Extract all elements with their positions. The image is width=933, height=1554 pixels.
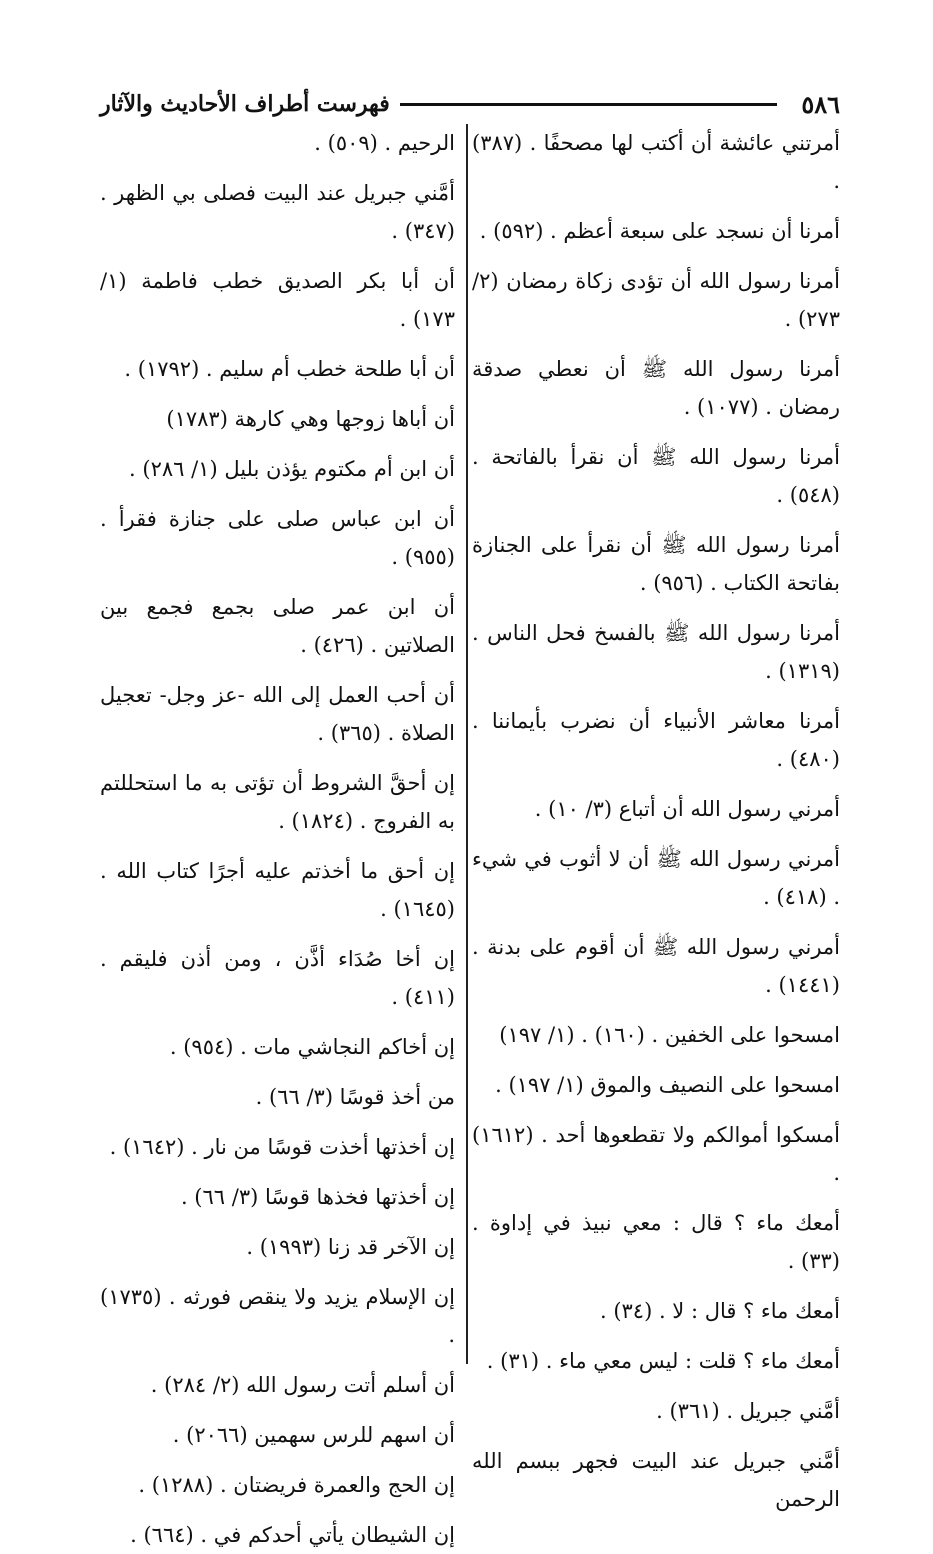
index-entry: أمعك ماء ؟ قال : لا . (٣٤) . xyxy=(599,1299,840,1323)
index-entry: من أخذ قوسًا (٣/ ٦٦) . xyxy=(255,1085,455,1109)
index-entry: أمَّني جبريل عند البيت فجهر ببسم الله الرحمن xyxy=(472,1449,840,1511)
index-entry: إن الشيطان يأتي أحدكم في . (٦٦٤) . xyxy=(130,1523,455,1547)
index-entry: أن أباها زوجها وهي كارهة (١٧٨٣) xyxy=(166,407,455,431)
left-column xyxy=(100,124,455,1547)
index-entry: أمسكوا أموالكم ولا تقطعوها أحد . (١٦١٢) . xyxy=(472,1123,840,1185)
index-entry: أمرني رسول الله ﷺ أن لا أثوب في شيء . (٤١٨) . xyxy=(472,847,840,909)
index-entry: أمعك ماء ؟ قال : معي نبيذ في إداوة . (٣٣) . xyxy=(472,1211,840,1273)
index-entry: أمرنا رسول الله أن تؤدى زكاة رمضان (٢/ ٢٧٣) . xyxy=(472,269,840,331)
index-entry: أمرنا أن نسجد على سبعة أعظم . (٥٩٢) . xyxy=(479,219,840,243)
header-title: فهرست أطراف الأحاديث والآثار xyxy=(100,91,390,117)
index-entry: إن أحق ما أخذتم عليه أجرًا كتاب الله . (١٦٤٥) . xyxy=(100,859,455,921)
right-column xyxy=(472,124,840,1511)
index-entry: إن أخاكم النجاشي مات . (٩٥٤) . xyxy=(169,1035,455,1059)
index-entry: إن الآخر قد زنا (١٩٩٣) . xyxy=(246,1235,455,1259)
index-entry: أن أبا بكر الصديق خطب فاطمة (١/ ١٧٣) . xyxy=(100,269,455,331)
running-header xyxy=(100,84,840,124)
index-entry: أن ابن عمر صلى بجمع فجمع بين الصلاتين . (٤٢٦) . xyxy=(100,595,455,657)
index-entry: أن اسهم للرس سهمين (٢٠٦٦) . xyxy=(172,1423,455,1447)
index-entry: إن أخذتها فخذها قوسًا (٣/ ٦٦) . xyxy=(180,1185,455,1209)
index-entry: أمرني رسول الله أن أتباع (٣/ ١٠) . xyxy=(534,797,840,821)
index-entry: أمرنا رسول الله ﷺ أن نعطي صدقة رمضان . (١٠٧٧) . xyxy=(472,357,840,419)
index-entry: امسحوا على الخفين . (١٦٠) . (١/ ١٩٧) xyxy=(499,1023,840,1047)
index-entry: أمَّني جبريل عند البيت فصلى بي الظهر . (٣٤٧) . xyxy=(100,181,455,243)
index-entry: أن ابن عباس صلى على جنازة فقرأ . (٩٥٥) . xyxy=(100,507,455,569)
index-entry: أمَّني جبريل . (٣٦١) . xyxy=(656,1399,840,1423)
index-entry: أمرنا معاشر الأنبياء أن نضرب بأيماننا . (٤٨٠) . xyxy=(472,709,840,771)
header-rule xyxy=(400,103,778,106)
index-entry: أن أحب العمل إلى الله -عز وجل- تعجيل الصلاة . (٣٦٥) . xyxy=(100,683,455,745)
index-entry: أمرتني عائشة أن أكتب لها مصحفًا . (٣٨٧) . xyxy=(472,131,840,193)
index-entry: إن أخا صُدَاء أذَّن ، ومن أذن فليقم . (٤١١) . xyxy=(100,947,455,1009)
index-entry: إن أحقَّ الشروط أن تؤتى به ما استحللتم به الفروج . (١٨٢٤) . xyxy=(100,771,455,833)
index-entry: أن أسلم أتت رسول الله (٢/ ٢٨٤) . xyxy=(150,1373,455,1397)
index-entry: أمرني رسول الله ﷺ أن أقوم على بدنة . (١٤٤١) . xyxy=(472,935,840,997)
index-entry: أمرنا رسول الله ﷺ أن نقرأ على الجنازة بفاتحة الكتاب . (٩٥٦) . xyxy=(472,533,840,595)
index-entry: إن أخذتها أخذت قوسًا من نار . (١٦٤٢) . xyxy=(109,1135,455,1159)
index-entry: الرحيم . (٥٠٩) . xyxy=(314,131,455,155)
index-entry: أمرنا رسول الله ﷺ أن نقرأ بالفاتحة . (٥٤٨) . xyxy=(472,445,840,507)
index-entry: أن ابن أم مكتوم يؤذن بليل (١/ ٢٨٦) . xyxy=(129,457,455,481)
index-entry: أن أبا طلحة خطب أم سليم . (١٧٩٢) . xyxy=(124,357,455,381)
index-entry: امسحوا على النصيف والموق (١/ ١٩٧) . xyxy=(495,1073,840,1097)
index-entry: إن الإسلام يزيد ولا ينقص فورثه . (١٧٣٥) . xyxy=(100,1285,455,1347)
index-entry: أمعك ماء ؟ قلت : ليس معي ماء . (٣١) . xyxy=(486,1349,840,1373)
index-entry: إن الحج والعمرة فريضتان . (١٢٨٨) . xyxy=(138,1473,455,1497)
column-divider xyxy=(466,124,468,1364)
page-number: ٥٨٦ xyxy=(801,89,840,119)
index-entry: أمرنا رسول الله ﷺ بالفسخ فحل الناس . (١٣١٩) . xyxy=(472,621,840,683)
